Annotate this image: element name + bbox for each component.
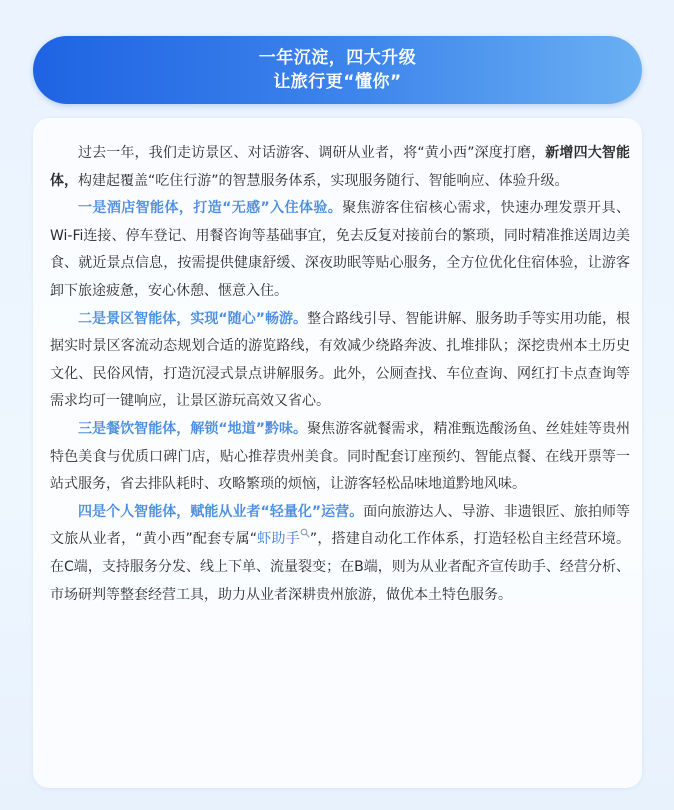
section-body: 面向旅游达人、导游、非遗银匠、旅拍师等文旅从业者，“黄小西”配套专属“: [50, 503, 631, 548]
article-card: [33, 118, 642, 788]
intro-paragraph: [50, 140, 630, 195]
title-line-2: 让旅行更“懂你”: [273, 72, 402, 92]
section-body: 聚焦游客就餐需求，精准甄选酸汤鱼、丝娃娃等贵州特色美食与优质口碑门店，贴心推荐贵州美食。同时配套订座预约、智能点餐、在线开票等一站式服务，省去排队耗时、攻略繁琐的烦恼，让游客轻松品味地道黔地风味。: [50, 420, 631, 493]
section-dining: [50, 416, 630, 499]
intro-text: 过去一年，我们走访景区、对话游客、调研从业者，将“黄小西”深度打磨，: [78, 145, 546, 161]
xia-assistant-link[interactable]: 虾助手: [257, 531, 300, 548]
title-line-1: 一年沉淀，四大升级: [258, 48, 417, 68]
section-personal: [50, 499, 630, 609]
section-heading: 三是餐饮智能体，解锁“地道”黔味。: [78, 420, 308, 437]
section-heading: 二是景区智能体，实现“随心”畅游。: [78, 310, 308, 327]
section-body: 整合路线引导、智能讲解、服务助手等实用功能，根据实时景区客流动态规划合适的游览路线，有效减少绕路奔波、扎堆排队；深挖贵州本土历史文化、民俗风情，打造沉浸式景点讲解服务。此外，公厕查找、车位查询、网红打卡点查询等需求均可一键响应，让景区游玩高效又省心。: [50, 310, 631, 410]
section-heading: 一是酒店智能体，打造“无感”入住体验。: [78, 200, 343, 217]
intro-text-2: 构建起覆盖“吃住行游”的智慧服务体系，实现服务随行、智能响应、体验升级。: [78, 172, 569, 189]
section-body-2: ”，搭建自动化工作体系，打造轻松自主经营环境。在C端，支持服务分发、线上下单、流量裂变；在B端，则为从业者配齐宣传助手、经营分析、市场研判等整套经营工具，助力从业者深耕贵州旅游，做优本土特色服务。: [50, 531, 630, 603]
title-banner: [33, 36, 642, 104]
section-hotel: [50, 195, 630, 305]
article-body: [50, 140, 630, 609]
intro-lead: 新增四大智能体，: [50, 145, 630, 189]
section-scenic: [50, 306, 630, 416]
section-heading: 四是个人智能体，赋能从业者“轻量化”运营。: [78, 503, 364, 520]
search-icon[interactable]: [300, 528, 310, 538]
section-body: 聚焦游客住宿核心需求，快速办理发票开具、Wi-Fi连接、停车登记、用餐咨询等基础事宜，免去反复对接前台的繁琐，同时精准推送周边美食、就近景点信息，按需提供健康舒缓、深夜助眠等贴心服务，全方位优化住宿体验，让游客卸下旅途疲惫，安心休憩、惬意入住。: [50, 200, 630, 299]
